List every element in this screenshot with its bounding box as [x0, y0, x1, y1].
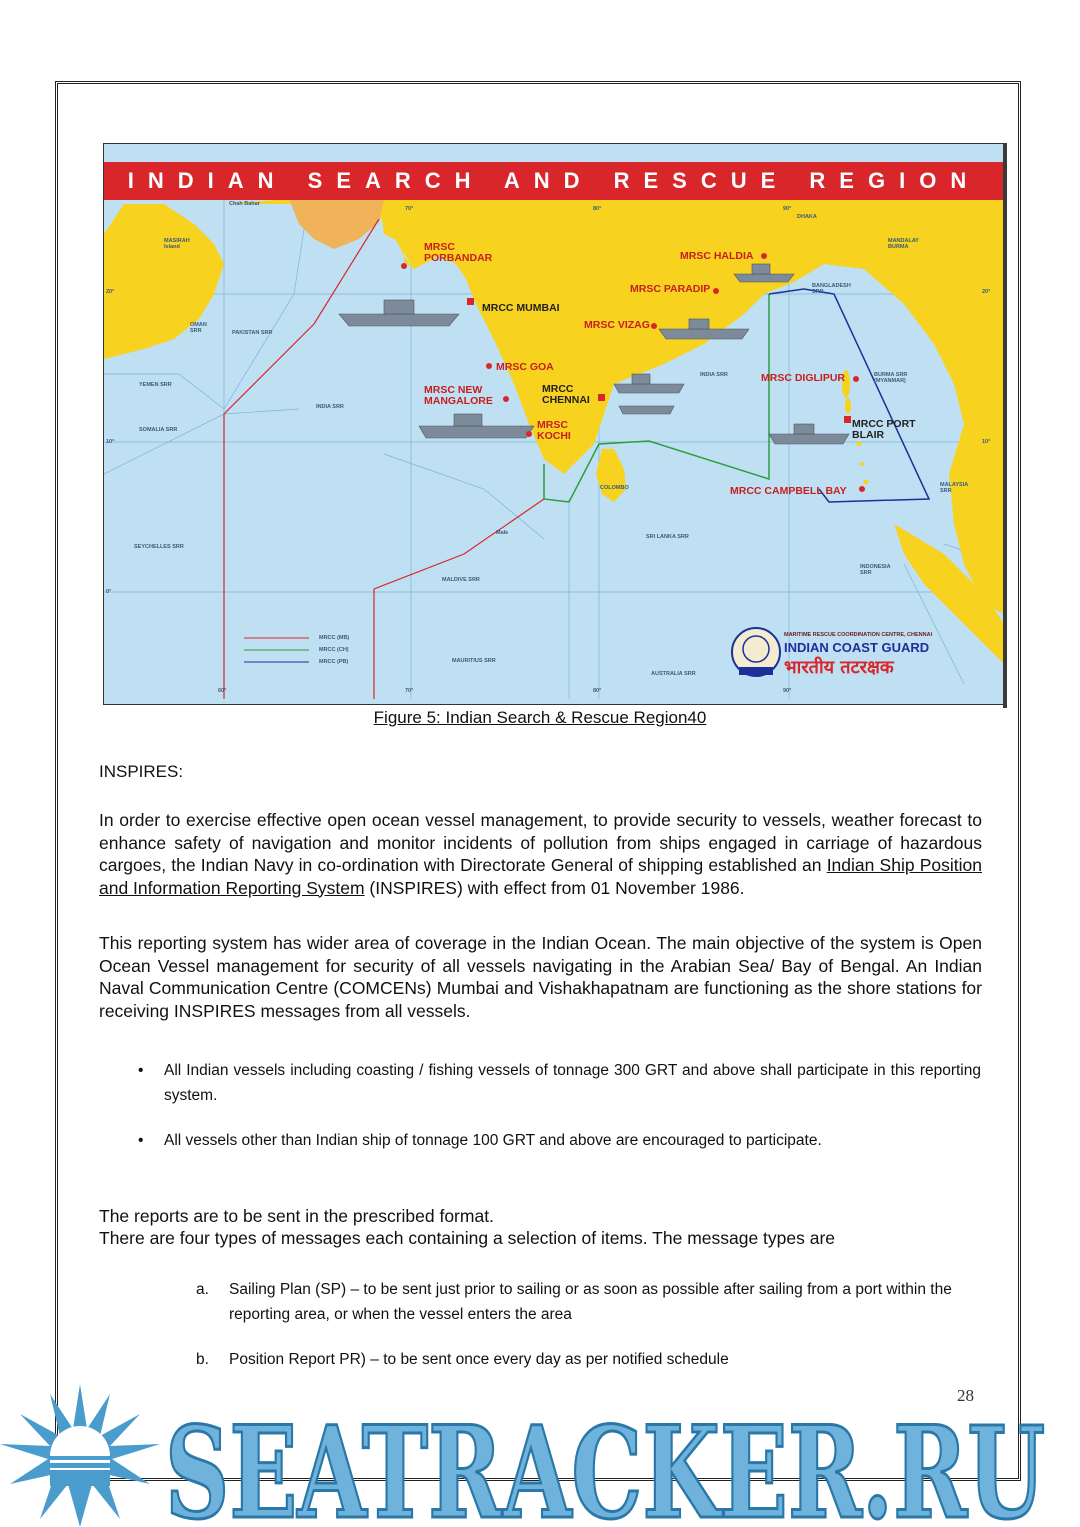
list-item: b. Position Report PR) – to be sent once every day as per notified schedule [196, 1351, 729, 1368]
lon-label: 60° [218, 688, 227, 694]
section-heading: INSPIRES: [99, 762, 184, 781]
srr-australia: AUSTRALIA SRR [651, 671, 696, 677]
srr-india: INDIA SRR [316, 404, 344, 410]
watermark-text: SEATRACKER.RU [165, 1399, 1045, 1527]
lon-label: 70° [405, 688, 414, 694]
lon-label: 90° [783, 206, 792, 212]
list-item: • All Indian vessels including coasting / fishing vessels of tonnage 300 GRT and above shall participate in this reporting system. [138, 1058, 981, 1108]
page-number: 28 [957, 1386, 974, 1405]
label-campbell-bay: MRCC CAMPBELL BAY [730, 485, 847, 497]
bullet-list [138, 1058, 981, 1153]
srr-maldive: MALDIVE SRR [442, 577, 480, 583]
srr-burma: BURMA SRR (MYANMAR) [874, 372, 908, 384]
logo-name: INDIAN COAST GUARD [784, 640, 930, 655]
srr-oman: OMAN SRR [190, 322, 207, 334]
place-colombo: COLOMBO [600, 485, 629, 491]
lat-label: 0° [106, 589, 112, 595]
srr-somalia: SOMALIA SRR [139, 427, 178, 433]
label-new-mangalore: MRSC NEW MANGALORE [424, 384, 493, 407]
lat-label: 20° [982, 289, 991, 295]
label-mumbai: MRCC MUMBAI [482, 302, 560, 314]
label-paradip: MRSC PARADIP [630, 283, 711, 295]
lat-label: 20° [106, 289, 115, 295]
srr-pakistan: PAKISTAN SRR [232, 330, 273, 336]
legend-pb: MRCC (PB) [319, 659, 349, 665]
inspires-link: Indian Ship Position and Information Reporting System [99, 855, 982, 898]
message-type-list [196, 1277, 982, 1372]
label-chennai: MRCC CHENNAI [542, 383, 590, 406]
place-dhaka: DHAKA [797, 214, 817, 220]
paragraph-3: The reports are to be sent in the prescribed format. [99, 1206, 494, 1226]
map-edge [1003, 143, 1007, 708]
sar-region-map [103, 143, 1005, 705]
lon-label: 90° [783, 688, 792, 694]
paragraph-4: There are four types of messages each containing a selection of items. The message types are [99, 1228, 836, 1248]
srr-indonesia: INDONESIA SRR [860, 564, 891, 576]
label-haldia: MRSC HALDIA [680, 250, 754, 262]
list-item: a. Sailing Plan (SP) – to be sent just prior to sailing or as soon as possible after sailing from a port within the reporting area, or when the vessel enters the area [196, 1281, 952, 1323]
label-porbandar: MRSC PORBANDAR [424, 241, 493, 264]
srr-malaysia: MALAYSIA SRR [940, 482, 969, 494]
label-kochi: MRSC KOCHI [537, 419, 571, 442]
paragraph-2: This reporting system has wider area of coverage in the Indian Ocean. The main objective of the system is Open Ocean Vessel management for security of all vessels navigating in the Arabian Sea/ Bay of Bengal. An Indian Naval Communication Centre (COMCENs) Mumbai and Vishakhapatnam are functioning as the shore stations for receiving INSPIRES messages from all vessels. [99, 933, 982, 1021]
lon-label: 80° [593, 688, 602, 694]
place-mandalay: MANDALAY BURMA [888, 238, 919, 250]
logo-hindi: भारतीय तटरक्षक [784, 657, 894, 678]
logo-org: MARITIME RESCUE COORDINATION CENTRE, CHENNAI [784, 632, 933, 638]
map-title: INDIAN SEARCH AND RESCUE REGION [104, 162, 1004, 200]
srr-seychelles: SEYCHELLES SRR [134, 544, 184, 550]
watermark-logo [0, 1384, 1080, 1527]
label-diglipur: MRSC DIGLIPUR [761, 372, 845, 384]
label-vizag: MRSC VIZAG [584, 319, 650, 331]
srr-mauritius: MAURITIUS SRR [452, 658, 496, 664]
place-masirah: MASIRAH Island [164, 238, 190, 250]
srr-india-east: INDIA SRR [700, 372, 728, 378]
place-chah-bahar: Chah Bahar [229, 201, 260, 207]
legend-mb: MRCC (MB) [319, 635, 350, 641]
lon-label: 80° [593, 206, 602, 212]
lat-label: 10° [982, 439, 991, 445]
lon-label: 70° [405, 206, 414, 212]
srr-bangladesh: BANGLADESH SRR [812, 283, 851, 295]
figure-caption: Figure 5: Indian Search & Rescue Region40 [373, 708, 707, 727]
list-item: • All vessels other than Indian ship of tonnage 100 GRT and above are encouraged to participate. [138, 1128, 981, 1153]
paragraph-1: In order to exercise effective open ocean vessel management, to provide security to vessels, weather forecast to enhance safety of navigation and monitor incidents of pollution from ships engaged in carriage of hazardous cargoes, the Indian Navy in co-ordination with Directorate General of shipping established an Indian Ship Position and Information Reporting System (INSPIRES) with effect from 01 November 1986. [99, 810, 982, 898]
place-male: Male [496, 530, 509, 536]
legend-ch: MRCC (CH) [319, 647, 349, 653]
lat-label: 10° [106, 439, 115, 445]
label-goa: MRSC GOA [496, 361, 554, 373]
srr-sri-lanka: SRI LANKA SRR [646, 534, 689, 540]
srr-yemen: YEMEN SRR [139, 382, 172, 388]
label-port-blair: MRCC PORT BLAIR [852, 418, 916, 441]
